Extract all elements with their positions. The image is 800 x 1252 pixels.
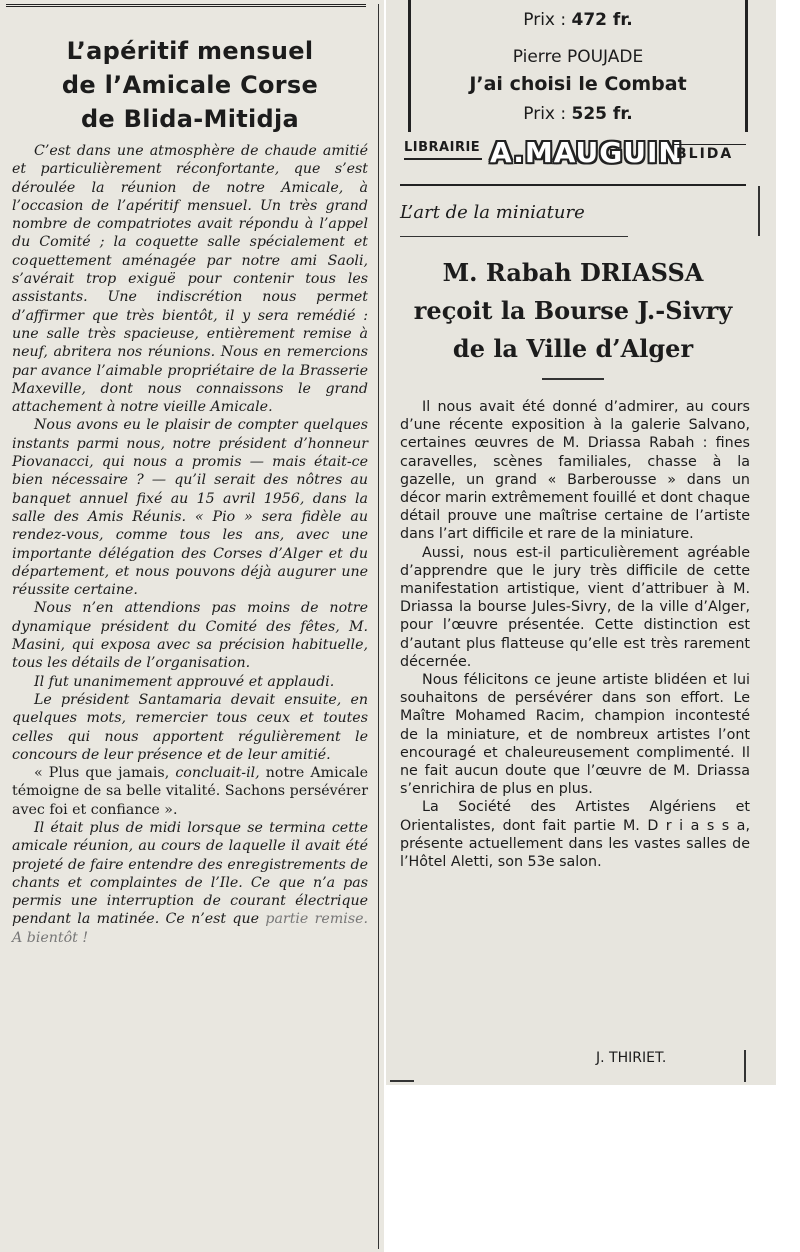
page-margin <box>776 0 800 1252</box>
logo-librairie-text: LIBRAIRIE <box>404 140 481 155</box>
faded-last-line: partie remise. A bientôt ! <box>12 911 369 946</box>
logo-shop-name: A.MAUGUIN <box>490 136 683 169</box>
price-value: 472 fr. <box>571 10 633 30</box>
top-double-rule <box>6 4 366 7</box>
left-title-line: L’apéritif mensuel <box>66 37 314 65</box>
left-title-line: de Blida-Mitidja <box>80 105 300 133</box>
left-paragraph: Nous avons eu le plaisir de compter quelques instants parmi nous, notre président d’honneur Piovanacci, qui nous a promis — mais était-ce bien nécessaire ? — qu’il serait des nôtres au banquet annuel fixé au 15 avril 1956, dans la salle des Amis Réunis. « Pio » sera fidèle au rendez-vous, comme tous les ans, avec une importante délégation des Corses d’Alger et du département, et nous pouvons déjà augurer une réussite certaine. <box>12 417 368 599</box>
last-paragraph-text: Il était plus de midi lorsque se termina cette amicale réunion, au cours de laquelle il avait été projeté de faire entendre des enregistrements de chants et complaintes de l’Ile. Ce que n’a pas permis une interruption de courant électrique pendant la matinée. Ce n’est que <box>12 819 368 928</box>
left-paragraph: Nous n’en attendions pas moins de notre dynamique président du Comité des fêtes, M. Masini, qui exposa avec sa précision habituelle, tous les détails de l’organisation. <box>12 600 368 672</box>
book-author: Pierre POUJADE <box>512 47 644 67</box>
bookshop-logo <box>404 136 746 172</box>
left-paragraph: C’est dans une atmosphère de chaude amitié et particulièrement réconfortante, que s’est déroulée la réunion de notre Amicale, à l’occasion de l’apéritif mensuel. Un très grand nombre de compatriotes avait répondu à l’appel du Comité ; la coquette salle spécialement et coquettement aménagée par notre ami Saoli, s’avérait trop exiguë pour contenir tous les assistants. Une indiscrétion nous permet d’affirmer que très bientôt, il y sera remédié : une salle très spacieuse, entièrement remise à neuf, abritera nos réunions. Nous en remercions par avance l’aimable propriétaire de la Brasserie Maxeville, dont nous connaissons le grand attachement à notre vieille Amicale. <box>12 143 368 416</box>
right-top-rule <box>400 184 746 186</box>
right-paragraph: Il nous avait été donné d’admirer, au cours d’une récente exposition à la galerie Salvano, certaines œuvres de M. Driassa Rabah : fines caravelles, scènes familiales, chasse à la gazelle, un grand « Barberousse » dans un décor marin extrêmement fouillé et dont chaque détail prouve une maîtrise certaine de l’artiste dans l’art difficile et rare de la miniature. <box>400 399 750 543</box>
left-article-title <box>10 34 370 136</box>
logo-city-rule <box>674 144 746 145</box>
left-paragraph: Il fut unanimement approuvé et applaudi. <box>34 673 335 690</box>
price-line-1 <box>411 10 745 30</box>
left-quote-paragraph <box>12 764 368 819</box>
title-separator <box>542 378 604 380</box>
logo-underline <box>404 158 482 160</box>
column-divider <box>378 4 379 1249</box>
right-paragraph: Aussi, nous est-il particulièrement agréable d’apprendre que le jury très difficile de cette manifestation artistique, vient d’attribuer à M. Driassa la bourse Jules-Sivry, de la ville d’Alger, pour l’œuvre présentée. Cette distinction est d’autant plus flatteuse qu’elle est très rarement décernée. <box>400 544 750 670</box>
end-mark <box>390 1068 414 1082</box>
price-label: Prix : <box>523 10 572 30</box>
right-article-title <box>398 254 748 368</box>
quote-italic: concluait-il, <box>175 765 260 782</box>
right-paragraph: La Société des Artistes Algériens et Orientalistes, dont fait partie M. D r i a s s a, présente actuellement dans les vastes salles de l’Hôtel Aletti, son 53e salon. <box>400 799 750 871</box>
article-kicker: L’art de la miniature <box>400 202 585 223</box>
logo-city: BLIDA <box>676 146 734 162</box>
right-edge-rule <box>758 186 760 236</box>
price-value: 525 fr. <box>571 104 633 124</box>
end-rule <box>744 1050 746 1082</box>
left-paragraph: Le président Santamaria devait ensuite, en quelques mots, remercier tous ceux et toutes celles qui nous apportent régulièrement le concours de leur présence et de leur amitié. <box>12 691 368 763</box>
right-paragraph: Nous félicitons ce jeune artiste blidéen et lui souhaitons de persévérer dans son effort. Le Maître Mohamed Racim, champion incontesté de la miniature, et de nombreux artistes l’ont encouragé et chaleureusement complimenté. Il ne fait aucun doute que l’œuvre de M. Driassa s’enrichira de plus en plus. <box>400 672 750 798</box>
left-paragraph-last <box>12 819 368 947</box>
book-advertisement <box>408 0 748 132</box>
kicker-rule <box>400 236 628 237</box>
quote-end: notre Amicale témoigne de sa belle vitalité. Sachons persévérer avec foi et confiance ». <box>12 765 369 818</box>
right-title-line: de la Ville d’Alger <box>452 334 694 363</box>
book-title: J’ai choisi le Combat <box>469 73 687 95</box>
right-title-line: M. Rabah DRIASSA <box>442 258 704 287</box>
right-article-body <box>400 398 750 871</box>
left-article-body <box>12 142 368 947</box>
article-signature: J. THIRIET. <box>596 1050 667 1066</box>
right-title-line: reçoit la Bourse J.-Sivry <box>413 296 733 325</box>
price-line-2 <box>411 104 745 124</box>
price-label: Prix : <box>523 104 572 124</box>
quote-start: « Plus que jamais, <box>34 765 176 782</box>
left-title-line: de l’Amicale Corse <box>61 71 319 99</box>
